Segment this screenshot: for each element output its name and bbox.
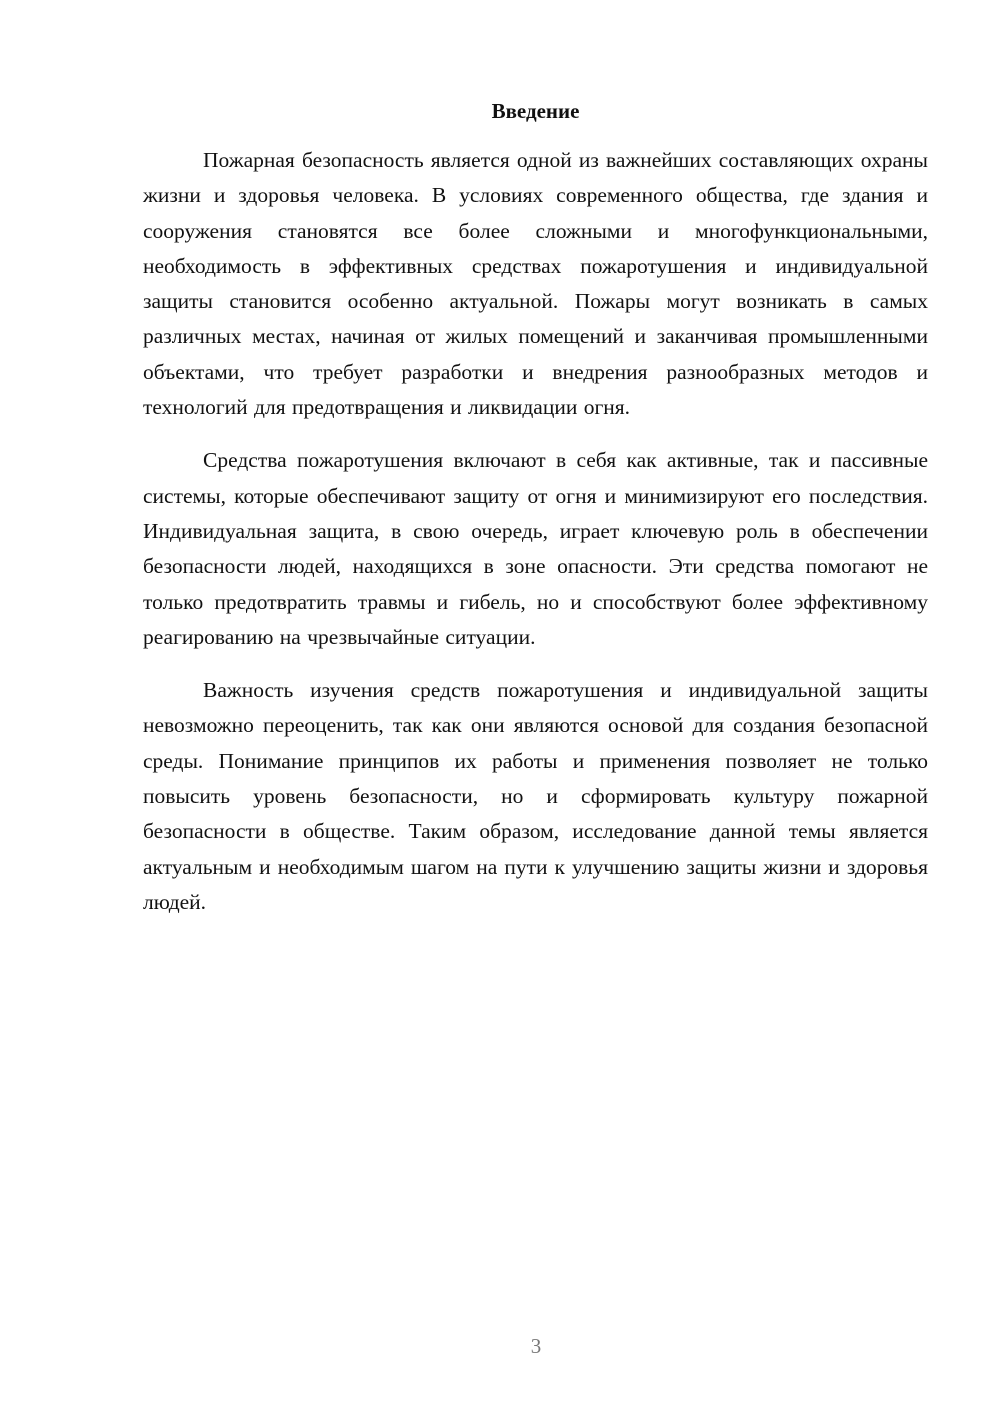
paragraph-2: Средства пожаротушения включают в себя как активные, так и пассивные системы, которые обеспечивают защиту от огня и минимизируют его последствия. Индивидуальная защита, в свою очередь, играет ключевую роль в обеспечении безопасности людей, находящихся в зоне опасности. Эти средства помогают не только предотвратить травмы и гибель, но и способствуют более эффективному реагированию на чрезвычайные ситуации. xyxy=(143,448,928,649)
page-content xyxy=(143,96,928,920)
section-heading: Введение xyxy=(491,99,580,123)
paragraph-3: Важность изучения средств пожаротушения и индивидуальной защиты невозможно переоценить, так как они являются основой для создания безопасной среды. Понимание принципов их работы и применения позволяет не только повысить уровень безопасности, но и сформировать культуру пожарной безопасности в обществе. Таким образом, исследование данной темы является актуальным и необходимым шагом на пути к улучшению защиты жизни и здоровья людей. xyxy=(143,678,928,914)
page-number: 3 xyxy=(530,1334,542,1358)
paragraph-1: Пожарная безопасность является одной из важнейших составляющих охраны жизни и здоровья человека. В условиях современного общества, где здания и сооружения становятся все более сложными и многофункциональными, необходимость в эффективных средствах пожаротушения и индивидуальной защиты становится особенно актуальной. Пожары могут возникать в самых различных местах, начиная от жилых помещений и заканчивая промышленными объектами, что требует разработки и внедрения разнообразных методов и технологий для предотвращения и ликвидации огня. xyxy=(143,148,928,420)
